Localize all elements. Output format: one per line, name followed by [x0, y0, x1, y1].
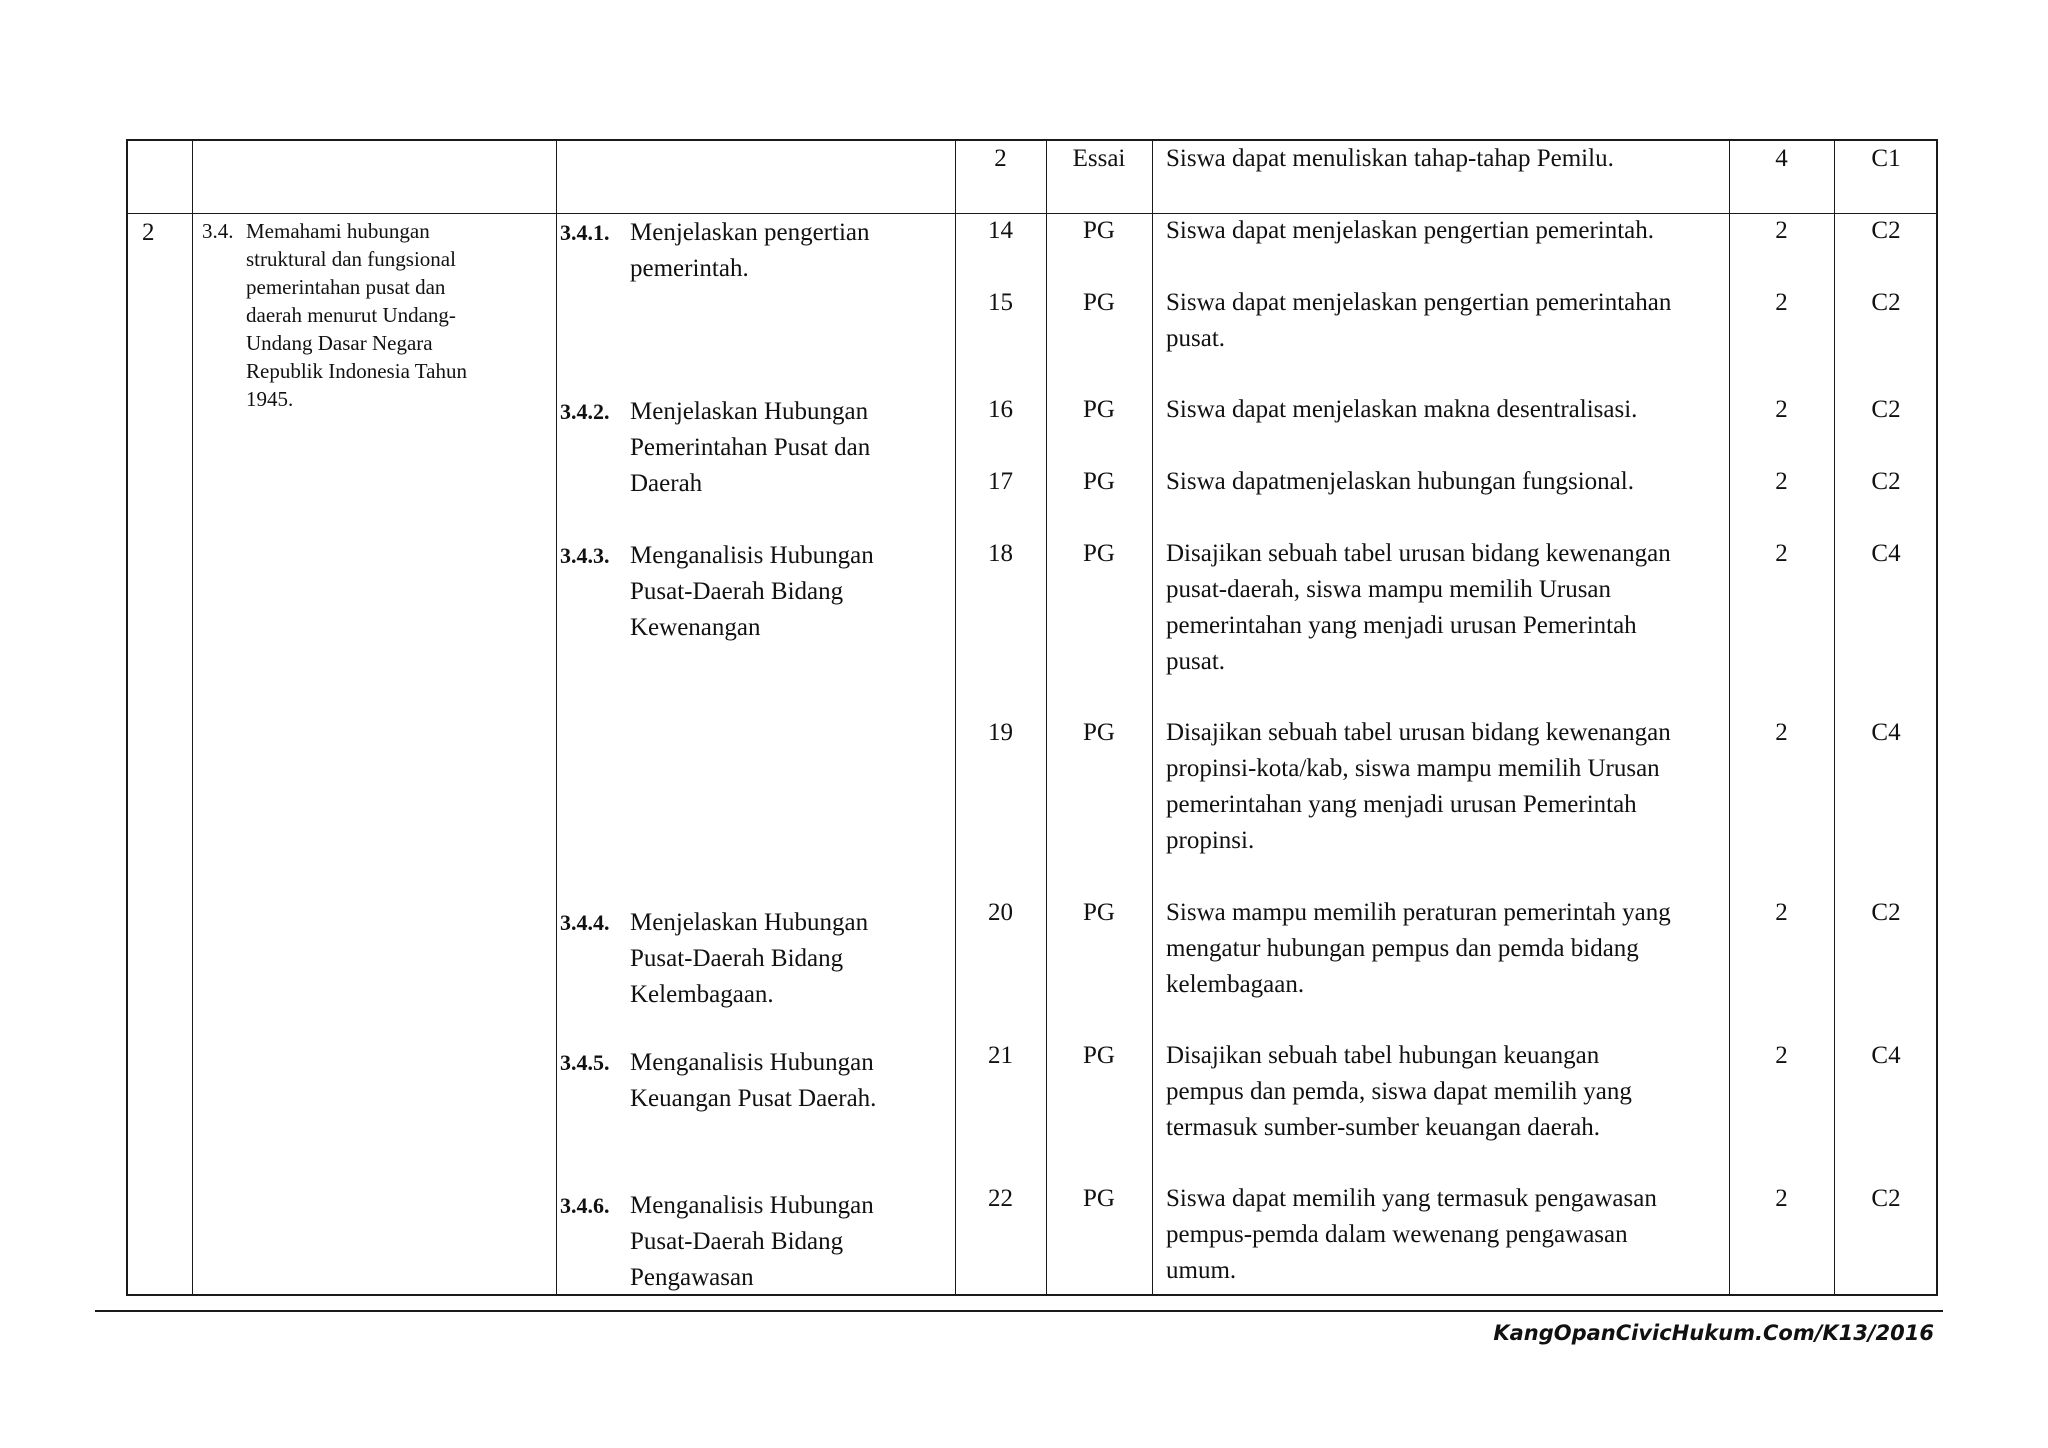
- indicator-line: Menganalisis Hubungan: [630, 542, 874, 569]
- section-number: 2: [142, 219, 155, 246]
- col-divider-no: [192, 141, 193, 1294]
- col-divider-bentuk: [1152, 141, 1153, 1294]
- item-no-soal: 21: [988, 1042, 1013, 1069]
- item-indikator-line: Siswa dapat menjelaskan makna desentralisasi.: [1166, 396, 1638, 423]
- indicator-line: Daerah: [630, 470, 703, 497]
- indicator-line: Pemerintahan Pusat dan: [630, 434, 871, 461]
- top-row-level: C1: [1871, 145, 1901, 172]
- item-skor: 2: [1775, 396, 1788, 423]
- item-bentuk: PG: [1083, 719, 1115, 746]
- footer-source: KangOpanCivicHukum.Com/K13/2016: [1493, 1321, 1934, 1345]
- item-skor: 2: [1775, 217, 1788, 244]
- item-indikator-line: pempus dan pemda, siswa dapat memilih yang: [1166, 1078, 1632, 1105]
- top-row-skor: 4: [1775, 145, 1788, 172]
- item-bentuk: PG: [1083, 1185, 1115, 1212]
- item-indikator-line: Siswa dapatmenjelaskan hubungan fungsional.: [1166, 468, 1634, 495]
- item-no-soal: 20: [988, 899, 1013, 926]
- item-indikator-line: termasuk sumber-sumber keuangan daerah.: [1166, 1114, 1601, 1141]
- top-row-bentuk: Essai: [1072, 145, 1126, 172]
- indicator-line: Pusat-Daerah Bidang: [630, 1228, 844, 1255]
- item-indikator-line: Disajikan sebuah tabel hubungan keuangan: [1166, 1042, 1600, 1069]
- indicator-line: Pusat-Daerah Bidang: [630, 945, 844, 972]
- indicator-code: 3.4.1.: [560, 220, 610, 245]
- top-row-indikator-soal: Siswa dapat menuliskan tahap-tahap Pemilu.: [1166, 145, 1614, 172]
- item-indikator-line: Siswa mampu memilih peraturan pemerintah yang: [1166, 899, 1671, 926]
- item-skor: 2: [1775, 1185, 1788, 1212]
- indicator-line: Keuangan Pusat Daerah.: [630, 1085, 877, 1112]
- item-no-soal: 19: [988, 719, 1013, 746]
- item-bentuk: PG: [1083, 1042, 1115, 1069]
- item-no-soal: 14: [988, 217, 1013, 244]
- item-indikator-line: Disajikan sebuah tabel urusan bidang kewenangan: [1166, 540, 1671, 567]
- kisi-kisi-table: [126, 139, 1938, 1296]
- item-skor: 2: [1775, 468, 1788, 495]
- indicator-line: Kewenangan: [630, 614, 761, 641]
- item-indikator-line: mengatur hubungan pempus dan pemda bidang: [1166, 935, 1639, 962]
- kd-line: daerah menurut Undang-: [246, 303, 456, 327]
- top-row-no-soal: 2: [994, 145, 1007, 172]
- item-skor: 2: [1775, 540, 1788, 567]
- kd-line: 1945.: [246, 387, 294, 411]
- item-indikator-line: pusat-daerah, siswa mampu memilih Urusan: [1166, 576, 1612, 603]
- indicator-code: 3.4.5.: [560, 1050, 610, 1075]
- item-indikator-line: pemerintahan yang menjadi urusan Pemerintah: [1166, 791, 1637, 818]
- item-indikator-line: pusat.: [1166, 325, 1226, 352]
- indicator-code: 3.4.2.: [560, 399, 610, 424]
- item-level: C4: [1871, 1042, 1901, 1069]
- indicator-line: Menjelaskan Hubungan: [630, 909, 869, 936]
- indicator-line: Menjelaskan Hubungan: [630, 398, 869, 425]
- item-indikator-line: Siswa dapat memilih yang termasuk pengawasan: [1166, 1185, 1657, 1212]
- item-indikator-line: propinsi.: [1166, 827, 1255, 854]
- item-skor: 2: [1775, 899, 1788, 926]
- item-level: C4: [1871, 719, 1901, 746]
- item-skor: 2: [1775, 289, 1788, 316]
- item-bentuk: PG: [1083, 468, 1115, 495]
- item-no-soal: 16: [988, 396, 1013, 423]
- item-level: C2: [1871, 396, 1901, 423]
- item-indikator-line: Disajikan sebuah tabel urusan bidang kewenangan: [1166, 719, 1671, 746]
- kd-line: Undang Dasar Negara: [246, 331, 433, 355]
- kd-line: pemerintahan pusat dan: [246, 275, 446, 299]
- item-level: C2: [1871, 1185, 1901, 1212]
- item-no-soal: 15: [988, 289, 1013, 316]
- item-no-soal: 18: [988, 540, 1013, 567]
- indicator-line: pemerintah.: [630, 255, 749, 282]
- item-level: C2: [1871, 289, 1901, 316]
- item-indikator-line: propinsi-kota/kab, siswa mampu memilih Urusan: [1166, 755, 1660, 782]
- indicator-line: Pusat-Daerah Bidang: [630, 578, 844, 605]
- indicator-line: Menganalisis Hubungan: [630, 1192, 874, 1219]
- footer-divider: [95, 1310, 1943, 1312]
- item-level: C2: [1871, 468, 1901, 495]
- item-no-soal: 22: [988, 1185, 1013, 1212]
- item-level: C2: [1871, 217, 1901, 244]
- item-indikator-line: kelembagaan.: [1166, 971, 1305, 998]
- indicator-line: Pengawasan: [630, 1264, 754, 1291]
- item-indikator-line: pempus-pemda dalam wewenang pengawasan: [1166, 1221, 1628, 1248]
- item-bentuk: PG: [1083, 217, 1115, 244]
- item-skor: 2: [1775, 1042, 1788, 1069]
- item-level: C2: [1871, 899, 1901, 926]
- item-level: C4: [1871, 540, 1901, 567]
- indicator-code: 3.4.4.: [560, 910, 610, 935]
- item-indikator-line: pusat.: [1166, 648, 1226, 675]
- item-no-soal: 17: [988, 468, 1013, 495]
- indicator-line: Kelembagaan.: [630, 981, 774, 1008]
- item-indikator-line: umum.: [1166, 1257, 1237, 1284]
- item-indikator-line: Siswa dapat menjelaskan pengertian pemerintahan: [1166, 289, 1672, 316]
- col-divider-kd: [556, 141, 557, 1294]
- item-bentuk: PG: [1083, 396, 1115, 423]
- indicator-line: Menganalisis Hubungan: [630, 1049, 874, 1076]
- kd-code: 3.4.: [202, 219, 234, 243]
- indicator-line: Menjelaskan pengertian: [630, 219, 870, 246]
- item-skor: 2: [1775, 719, 1788, 746]
- item-bentuk: PG: [1083, 899, 1115, 926]
- item-bentuk: PG: [1083, 289, 1115, 316]
- kd-line: Republik Indonesia Tahun: [246, 359, 467, 383]
- indicator-code: 3.4.6.: [560, 1193, 610, 1218]
- item-bentuk: PG: [1083, 540, 1115, 567]
- indicator-code: 3.4.3.: [560, 543, 610, 568]
- kd-line: Memahami hubungan: [246, 219, 430, 243]
- kd-line: struktural dan fungsional: [246, 247, 456, 271]
- item-indikator-line: Siswa dapat menjelaskan pengertian pemerintah.: [1166, 217, 1655, 244]
- item-indikator-line: pemerintahan yang menjadi urusan Pemerintah: [1166, 612, 1637, 639]
